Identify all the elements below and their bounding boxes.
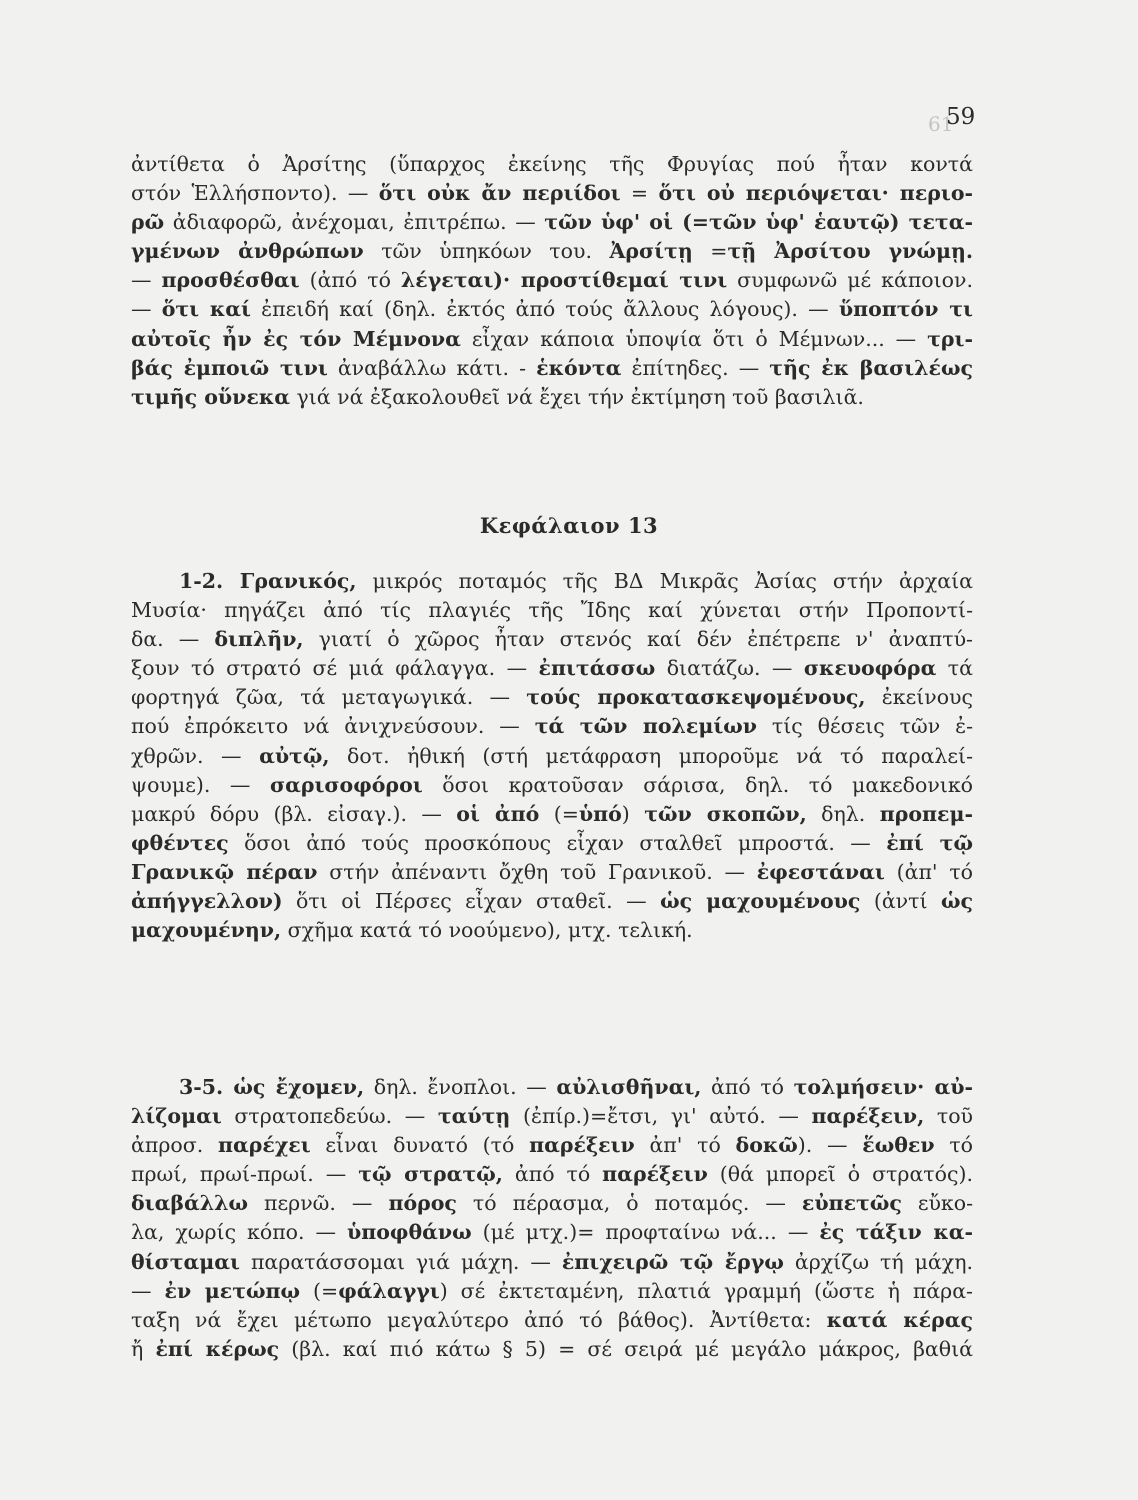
gloss: (ἐπίρ.)=ἔτσι, γι' αὐτό. — — [510, 1104, 812, 1129]
lemma: ἕωθεν — [862, 1133, 935, 1158]
lemma: τῷ στρατῷ, — [358, 1162, 503, 1187]
gloss: (μέ μτχ.)= προφταίνω νά... — — [471, 1220, 820, 1245]
gloss: στόν Ἑλλήσποντο). — — [131, 181, 379, 206]
gloss: τό — [934, 1133, 973, 1158]
gloss: ταξη νά ἔχει μέτωπο μεγαλύτερο ἀπό τό βάθος). Ἀντίθετα: — [131, 1307, 827, 1332]
lemma: ὡς μαχουμένους — [660, 889, 861, 914]
lemma: Ἀρσίτῃ — [609, 239, 693, 264]
text-line — [131, 916, 973, 945]
gloss: τῶν ὑπηκόων του. — [363, 239, 610, 264]
lemma: λέγεται)· προστίθεμαί τινι — [400, 268, 728, 293]
lemma: οἱ ἀπό — [456, 801, 540, 826]
gloss: διατάζω. — — [655, 656, 804, 681]
ghost-page-number: 61 — [928, 112, 954, 136]
lemma: ὅτι οὐ περιόψεται· περιο- — [658, 181, 973, 206]
lemma: δοκῶ — [735, 1133, 798, 1158]
paragraph-3 — [131, 1073, 973, 1364]
gloss: παρατάσσομαι γιά μάχη. — — [239, 1249, 562, 1274]
gloss: δηλ. ἔνοπλοι. — — [364, 1075, 557, 1099]
lemma: ἐπιχειρῶ τῷ ἔργῳ — [561, 1249, 784, 1274]
gloss: ὅσοι κρατοῦσαν σάρισα, δηλ. τό μακεδονικό — [422, 772, 973, 797]
lemma: τιμῆς οὕνεκα — [131, 384, 290, 409]
gloss: ἀρχίζω τή μάχη. — [783, 1249, 973, 1274]
gloss: στήν ἀπέναντι ὄχθη τοῦ Γρανικοῦ. — — [317, 859, 757, 884]
gloss: (βλ. καί πιό κάτω § 5) = σέ σειρά μέ μεγάλο μάκρος, βαθιά — [279, 1336, 973, 1361]
lemma: ἐφεστάναι — [756, 859, 885, 884]
text-line — [131, 596, 973, 625]
gloss: = — [620, 181, 659, 206]
chapter-heading: Κεφάλαιον 13 — [479, 513, 659, 538]
text-line — [131, 208, 973, 237]
paragraph-2 — [131, 567, 973, 945]
text-line — [131, 712, 973, 741]
text-line — [131, 237, 973, 266]
gloss: τίς θέσεις τῶν ἐ- — [757, 714, 973, 739]
text-line — [131, 1335, 973, 1364]
gloss: εὔκο- — [901, 1191, 973, 1216]
gloss: χθρῶν. — — [131, 743, 260, 768]
lemma: ἐν μετώπῳ — [164, 1278, 301, 1303]
gloss: = — [692, 239, 728, 264]
lemma: αὐλισθῆναι, — [556, 1075, 702, 1099]
text-line — [131, 567, 973, 596]
lemma: τούς προκατασκεψομένους, — [526, 685, 866, 710]
gloss: ἐκείνους — [865, 685, 973, 710]
gloss: πού ἐπρόκειτο νά ἀνιχνεύσουν. — — [131, 714, 535, 739]
text-line — [131, 325, 973, 354]
gloss: Μυσία· πηγάζει ἀπό τίς πλαγιές τῆς Ἴδης καί χύνεται στήν Προποντί- — [131, 598, 973, 623]
gloss: σχῆμα κατά τό νοούμενο), μτχ. τελική. — [281, 918, 693, 943]
gloss: δα. — — [131, 627, 215, 652]
gloss: — — [131, 297, 162, 322]
text-line — [131, 800, 973, 829]
gloss: ἤ — [131, 1336, 156, 1361]
text-line — [131, 266, 973, 295]
lemma: παρέχει — [217, 1133, 311, 1158]
text-line — [131, 858, 973, 887]
gloss: (θά μπορεῖ ὁ στρατός). — [707, 1162, 973, 1187]
lemma: ἐπιτάσσω — [538, 656, 656, 681]
lemma: ἑκόντα — [536, 355, 622, 380]
gloss: ξουν τό στρατό σέ μιά φάλαγγα. — — [131, 656, 539, 681]
lemma: ταύτῃ — [437, 1104, 511, 1129]
gloss: μακρύ δόρυ (βλ. εἰσαγ.). — — [131, 801, 457, 826]
lemma: αὐτοῖς ἦν ἐς τόν Μέμνονα — [131, 326, 461, 351]
lemma: σαρισοφόροι — [269, 772, 423, 797]
text-line — [131, 1218, 973, 1247]
text-line — [131, 1160, 973, 1189]
gloss: (ἀντί — [860, 889, 941, 914]
text-line — [131, 625, 973, 654]
lemma: κατά κέρας — [826, 1307, 973, 1332]
gloss: γιά νά ἐξακολουθεῖ νά ἔχει τήν ἐκτίμηση τοῦ βασιλιᾶ. — [289, 384, 864, 409]
gloss: ψουμε). — — [131, 772, 270, 797]
text-line — [131, 1131, 973, 1160]
lemma: ἐπί κέρως — [155, 1336, 280, 1361]
lemma: τῆς ἐκ βασιλέως — [769, 355, 973, 380]
text-line — [131, 683, 973, 712]
lemma: ὑπό — [578, 801, 622, 826]
text-line — [131, 354, 973, 383]
lemma: βάς ἐμποιῶ τινι — [131, 355, 328, 380]
lemma: ὅτι καί — [161, 297, 251, 322]
lemma: 3-5. ὡς ἔχομεν, — [179, 1075, 365, 1099]
gloss: ). — — [797, 1133, 863, 1158]
gloss: ) σέ ἐκτεταμένη, πλατιά γραμμή (ὥστε ἡ πάρα- — [439, 1278, 973, 1303]
gloss: εἶχαν κάποια ὑποψία ὅτι ὁ Μέμνων... — — [460, 326, 928, 351]
lemma: παρέξειν — [602, 1162, 708, 1187]
text-line — [131, 179, 973, 208]
lemma: μαχουμένην, — [131, 918, 282, 943]
text-line — [131, 1306, 973, 1335]
text-line — [131, 771, 973, 800]
gloss: ἀντίθετα ὁ Ἀρσίτης (ὕπαρχος ἐκείνης τῆς Φρυγίας πού ἦταν κοντά — [131, 152, 973, 176]
text-line — [131, 1073, 973, 1102]
lemma: ἐπί τῷ — [886, 830, 973, 855]
gloss: περνῶ. — — [248, 1191, 389, 1216]
gloss: (ἀπό τό — [299, 268, 401, 293]
gloss: ) — [621, 801, 645, 826]
text-line — [131, 295, 973, 324]
lemma: ἀπήγγελλον) — [131, 889, 283, 914]
gloss: μικρός ποταμός τῆς ΒΔ Μικρᾶς Ἀσίας στήν ἀρχαία — [356, 569, 973, 593]
text-line — [131, 1248, 973, 1277]
lemma: παρέξειν, — [811, 1104, 925, 1129]
lemma: τῇ Ἀρσίτου γνώμῃ. — [727, 239, 973, 264]
lemma: θίσταμαι — [131, 1249, 240, 1274]
gloss: ἀπ' τό — [634, 1133, 736, 1158]
lemma: διπλῆν, — [214, 627, 304, 652]
gloss: (ἀπ' τό — [884, 859, 973, 884]
lemma: προπεμ- — [879, 801, 973, 826]
lemma: ὡς — [940, 889, 973, 914]
gloss: λα, χωρίς κόπο. — — [131, 1220, 348, 1245]
lemma: εὐπετῶς — [801, 1191, 902, 1216]
lemma: τῶν σκοπῶν, — [644, 801, 807, 826]
lemma: ἐς τάξιν κα- — [819, 1220, 973, 1245]
gloss: ὅτι οἱ Πέρσες εἶχαν σταθεῖ. — — [282, 889, 661, 914]
gloss: ἀπό τό — [502, 1162, 603, 1187]
gloss: (= — [300, 1278, 339, 1303]
text-line — [131, 1189, 973, 1218]
gloss: τά — [936, 656, 973, 681]
lemma: τρι- — [927, 326, 973, 351]
gloss: τό πέρασμα, ὁ ποταμός. — — [456, 1191, 802, 1216]
text-line — [131, 383, 973, 412]
lemma: τῶν ὑφ' οἱ (=τῶν ὑφ' ἑαυτῷ) τετα- — [544, 210, 973, 235]
lemma: προσθέσθαι — [161, 268, 300, 293]
lemma: αὐτῷ, — [259, 743, 330, 768]
text-line — [131, 654, 973, 683]
lemma: 1-2. Γρανικός, — [179, 569, 357, 593]
gloss: (= — [539, 801, 579, 826]
lemma: διαβάλλω — [131, 1191, 249, 1216]
lemma: γμένων ἀνθρώπων — [131, 239, 364, 264]
lemma: πόρος — [388, 1191, 457, 1216]
gloss: φορτηγά ζῶα, τά μεταγωγικά. — — [131, 685, 527, 710]
lemma: φθέντες — [131, 830, 229, 855]
page-number: 59 — [946, 104, 976, 130]
text-line — [131, 742, 973, 771]
gloss: ἐπίτηδες. — — [621, 355, 770, 380]
gloss: δοτ. ἠθική (στή μετάφραση μποροῦμε νά τό παραλεί- — [329, 743, 973, 768]
gloss: δηλ. — [806, 801, 880, 826]
text-line — [131, 1102, 973, 1131]
gloss: ὅσοι ἀπό τούς προσκόπους εἶχαν σταλθεῖ μπροστά. — — [228, 830, 887, 855]
lemma: ὑποφθάνω — [347, 1220, 472, 1245]
gloss: συμφωνῶ μέ κάποιον. — [727, 268, 973, 293]
text-line — [131, 150, 973, 179]
gloss: ἀναβάλλω κάτι. - — [327, 355, 537, 380]
gloss: στρατοπεδεύω. — — [221, 1104, 438, 1129]
gloss: — — [131, 268, 162, 293]
gloss: ἀπροσ. — [131, 1133, 218, 1158]
text-line — [131, 829, 973, 858]
gloss: πρωί, πρωί-πρωί. — — [131, 1162, 359, 1187]
gloss: ἀπό τό — [701, 1075, 794, 1099]
gloss: εἶναι δυνατό (τό — [310, 1133, 530, 1158]
gloss: ἐπειδή καί (δηλ. ἐκτός ἀπό τούς ἄλλους λόγους). — — [250, 297, 839, 322]
lemma: παρέξειν — [529, 1133, 635, 1158]
text-line — [131, 887, 973, 916]
lemma: ρῶ — [131, 210, 165, 235]
paragraph-1 — [131, 150, 973, 412]
lemma: λίζομαι — [131, 1104, 222, 1129]
lemma: φάλαγγι — [338, 1278, 440, 1303]
lemma: ὕποπτόν τι — [838, 297, 973, 322]
gloss: — — [131, 1278, 165, 1303]
lemma: τά τῶν πολεμίων — [534, 714, 758, 739]
lemma: Γρανικῷ πέραν — [131, 859, 318, 884]
gloss: τοῦ — [924, 1104, 973, 1129]
lemma: ὅτι οὐκ ἄν περιίδοι — [378, 181, 621, 206]
gloss: ἀδιαφορῶ, ἀνέχομαι, ἐπιτρέπω. — — [164, 210, 545, 235]
lemma: σκευοφόρα — [803, 656, 937, 681]
gloss: γιατί ὁ χῶρος ἦταν στενός καί δέν ἐπέτρεπε ν' ἀναπτύ- — [303, 627, 973, 652]
lemma: τολμήσειν· αὐ- — [793, 1075, 973, 1099]
text-line — [131, 1277, 973, 1306]
